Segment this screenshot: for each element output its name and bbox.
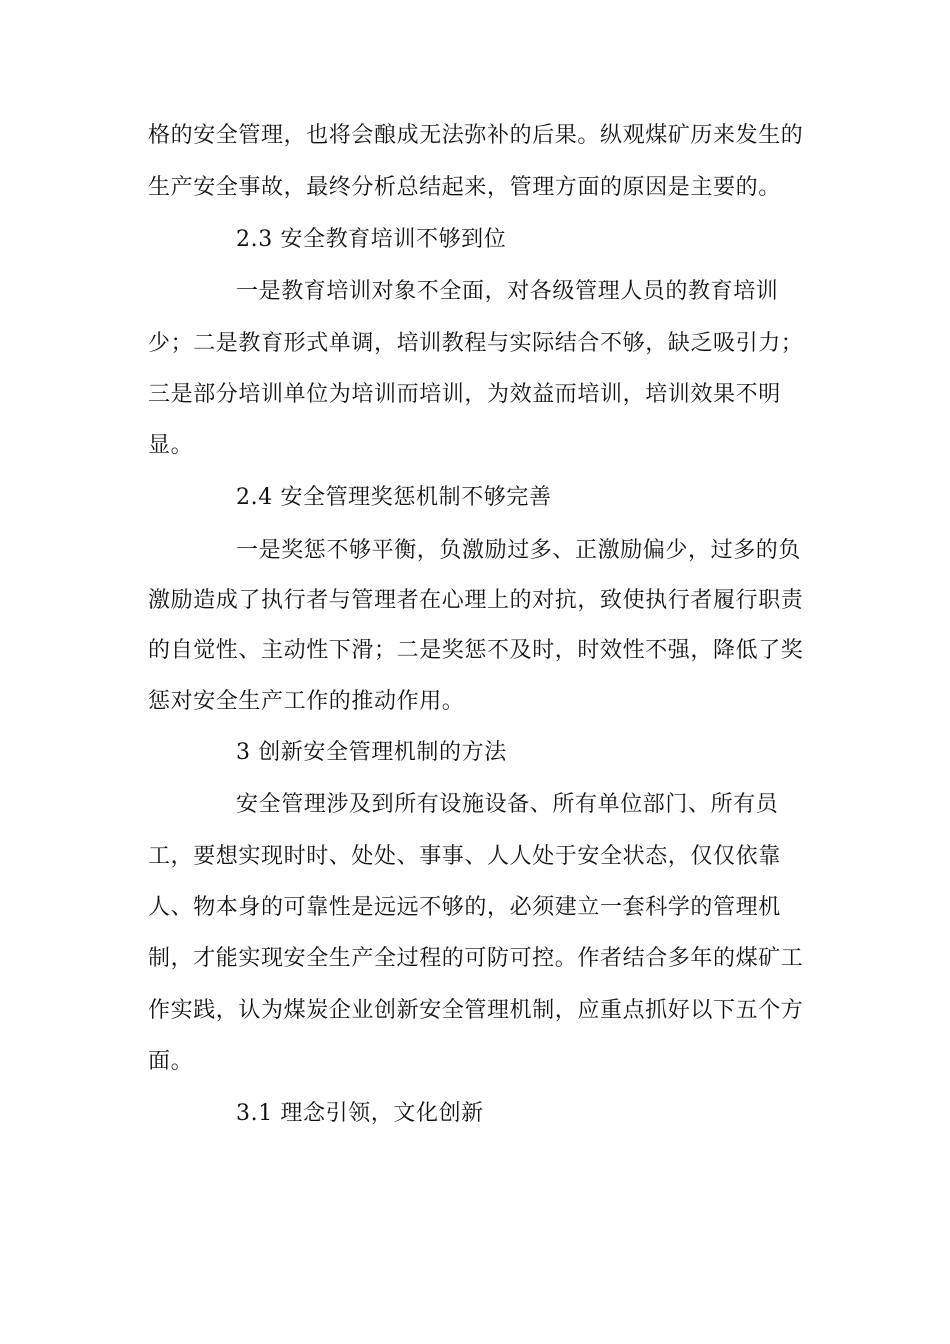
paragraph-line: 显。 (148, 433, 194, 458)
paragraph-line: 惩对安全生产工作的推动作用。 (148, 689, 465, 714)
paragraph-line: 格的安全管理，也将会酿成无法弥补的后果。纵观煤矿历来发生的 (148, 123, 804, 148)
paragraph-line: 激励造成了执行者与管理者在心理上的对抗，致使执行者履行职责 (148, 588, 804, 613)
section-heading: 3.1 理念引领，文化创新 (236, 1101, 484, 1126)
paragraph-line: 生产安全事故，最终分析总结起来，管理方面的原因是主要的。 (148, 175, 781, 200)
paragraph-line: 作实践，认为煤炭企业创新安全管理机制，应重点抓好以下五个方 (148, 998, 804, 1023)
paragraph-line: 一是奖惩不够平衡，负激励过多、正激励偏少，过多的负 (236, 538, 802, 563)
paragraph-line: 的自觉性、主动性下滑；二是奖惩不及时，时效性不强，降低了奖 (148, 638, 804, 663)
paragraph-line: 人、物本身的可靠性是远远不够的，必须建立一套科学的管理机 (148, 895, 781, 920)
paragraph-line: 少；二是教育形式单调，培训教程与实际结合不够，缺乏吸引力； (148, 331, 804, 356)
paragraph-line: 一是教育培训对象不全面，对各级管理人员的教育培训 (236, 279, 779, 304)
section-heading: 2.4 安全管理奖惩机制不够完善 (236, 485, 552, 510)
section-heading: 3 创新安全管理机制的方法 (236, 740, 507, 765)
paragraph-line: 安全管理涉及到所有设施设备、所有单位部门、所有员 (236, 792, 779, 817)
paragraph-line: 面。 (148, 1049, 194, 1074)
paragraph-line: 工，要想实现时时、处处、事事、人人处于安全状态，仅仅依靠 (148, 844, 781, 869)
section-heading: 2.3 安全教育培训不够到位 (236, 227, 507, 252)
paragraph-line: 制，才能实现安全生产全过程的可防可控。作者结合多年的煤矿工 (148, 946, 804, 971)
paragraph-line: 三是部分培训单位为培训而培训，为效益而培训，培训效果不明 (148, 382, 781, 407)
